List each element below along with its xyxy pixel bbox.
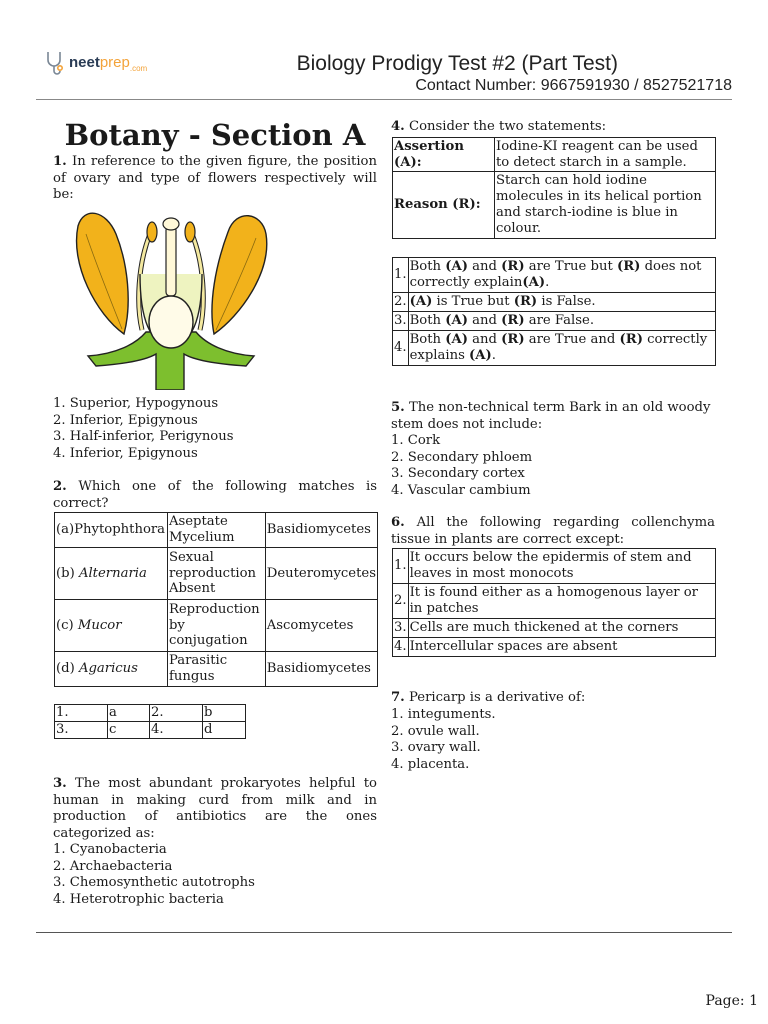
flower-diagram: [66, 204, 276, 390]
option-number: 2.: [393, 584, 409, 619]
table-row: [55, 600, 378, 652]
option-number[interactable]: 2.: [150, 705, 203, 722]
option-value[interactable]: c: [108, 721, 150, 738]
option[interactable]: 3. ovary wall.: [391, 740, 481, 755]
header-divider: [36, 99, 732, 100]
q2-answer-options: [54, 704, 246, 739]
footer-divider: [36, 932, 732, 933]
option-value[interactable]: b: [203, 705, 246, 722]
question-7: 7. Pericarp is a derivative of:: [391, 690, 586, 705]
option-text: Both (A) and (R) are True and (R) correctly explains (A).: [408, 331, 715, 366]
option-text: It is found either as a homogenous layer or in patches: [408, 584, 715, 619]
question-3: 3. The most abundant prokaryotes helpful to human in making curd from milk and in production of antibiotics are the ones categorized as:: [53, 776, 377, 841]
option[interactable]: 3. Chemosynthetic autotrophs: [53, 875, 255, 890]
table-cell: (d) Agaricus: [55, 652, 168, 687]
table-row: [55, 513, 378, 548]
test-title: Biology Prodigy Test #2 (Part Test): [296, 52, 618, 75]
table-row: [55, 721, 246, 738]
option-number: 3.: [393, 619, 409, 638]
option-number[interactable]: 4.: [150, 721, 203, 738]
question-2: 2. Which one of the following matches is correct?: [53, 479, 377, 511]
q4-options-table: [392, 257, 716, 366]
option-row[interactable]: [393, 584, 716, 619]
table-cell: (c) Mucor: [55, 600, 168, 652]
table-cell: Ascomycetes: [265, 600, 377, 652]
option[interactable]: 4. Vascular cambium: [391, 482, 531, 498]
option-row[interactable]: [393, 312, 716, 331]
neetprep-logo[interactable]: [44, 50, 147, 76]
option[interactable]: 2. Archaebacteria: [53, 858, 173, 874]
assertion-label: Assertion (A):: [393, 138, 495, 172]
option[interactable]: 1. Superior, Hypogynous: [53, 396, 219, 411]
option-text: It occurs below the epidermis of stem and leaves in most monocots: [408, 549, 715, 584]
table-cell: Basidiomycetes: [265, 652, 377, 687]
option-number: 1.: [393, 549, 409, 584]
reason-label: Reason (R):: [393, 172, 495, 239]
table-row: [55, 705, 246, 722]
option[interactable]: 1. integuments.: [391, 707, 496, 722]
option[interactable]: 2. Secondary phloem: [391, 449, 533, 465]
section-title: Botany - Section A: [64, 118, 366, 152]
table-cell: Basidiomycetes: [265, 513, 377, 548]
table-row: [393, 172, 716, 239]
option-row[interactable]: [393, 549, 716, 584]
question-4: 4. Consider the two statements:: [391, 119, 607, 134]
option[interactable]: 4. Inferior, Epigynous: [53, 445, 198, 461]
option[interactable]: 2. ovule wall.: [391, 723, 480, 739]
option[interactable]: 2. Inferior, Epigynous: [53, 412, 198, 428]
q1-options: [53, 396, 234, 462]
option[interactable]: 1. Cyanobacteria: [53, 842, 167, 857]
option-number[interactable]: 1.: [55, 705, 108, 722]
option-number: 4.: [393, 331, 409, 366]
option-number: 2.: [393, 293, 409, 312]
option[interactable]: 4. Heterotrophic bacteria: [53, 891, 224, 907]
option-text: (A) is True but (R) is False.: [408, 293, 715, 312]
option-row[interactable]: [393, 258, 716, 293]
contact-number: Contact Number: 9667591930 / 8527521718: [415, 77, 732, 94]
table-row: [55, 652, 378, 687]
option-text: Cells are much thickened at the corners: [408, 619, 715, 638]
table-cell: Sexual reproduction Absent: [167, 548, 265, 600]
option-row[interactable]: [393, 638, 716, 657]
table-row: [393, 138, 716, 172]
option[interactable]: 1. Cork: [391, 433, 441, 448]
table-row: [55, 548, 378, 600]
q3-options: [53, 842, 255, 908]
option[interactable]: 3. Secondary cortex: [391, 466, 525, 481]
question-1: 1. In reference to the given figure, the position of ovary and type of flowers respectively will be:: [53, 154, 377, 202]
q2-match-table: [54, 512, 378, 687]
table-cell: (a)Phytophthora: [55, 513, 168, 548]
q4-assertion-reason-table: [392, 137, 716, 239]
assertion-text: Iodine-KI reagent can be used to detect starch in a sample.: [495, 138, 716, 172]
question-6: 6. All the following regarding collenchyma tissue in plants are correct except:: [391, 515, 715, 547]
option-number: 3.: [393, 312, 409, 331]
stethoscope-icon: [44, 50, 66, 76]
table-cell: Aseptate Mycelium: [167, 513, 265, 548]
reason-text: Starch can hold iodine molecules in its helical portion and starch-iodine is blue in colour.: [495, 172, 716, 239]
q5-options: [391, 433, 532, 499]
option[interactable]: 4. placenta.: [391, 756, 470, 772]
logo-text: neetprep$_{.com}$: [69, 53, 148, 73]
q6-options-table: [392, 548, 716, 657]
option-row[interactable]: [393, 293, 716, 312]
option[interactable]: 3. Half-inferior, Perigynous: [53, 429, 234, 444]
q7-options: [391, 707, 496, 773]
option-number: 1.: [393, 258, 409, 293]
table-cell: Parasitic fungus: [167, 652, 265, 687]
option-value[interactable]: d: [203, 721, 246, 738]
option-text: Both (A) and (R) are False.: [408, 312, 715, 331]
page-number: Page: 1: [705, 993, 758, 1009]
option-row[interactable]: [393, 619, 716, 638]
option-number[interactable]: 3.: [55, 721, 108, 738]
option-row[interactable]: [393, 331, 716, 366]
option-text: Both (A) and (R) are True but (R) does not correctly explain(A).: [408, 258, 715, 293]
option-value[interactable]: a: [108, 705, 150, 722]
option-number: 4.: [393, 638, 409, 657]
table-cell: Reproduction by conjugation: [167, 600, 265, 652]
question-5: 5. The non-technical term Bark in an old woody stem does not include:: [391, 400, 711, 432]
option-text: Intercellular spaces are absent: [408, 638, 715, 657]
table-cell: Deuteromycetes: [265, 548, 377, 600]
table-cell: (b) Alternaria: [55, 548, 168, 600]
